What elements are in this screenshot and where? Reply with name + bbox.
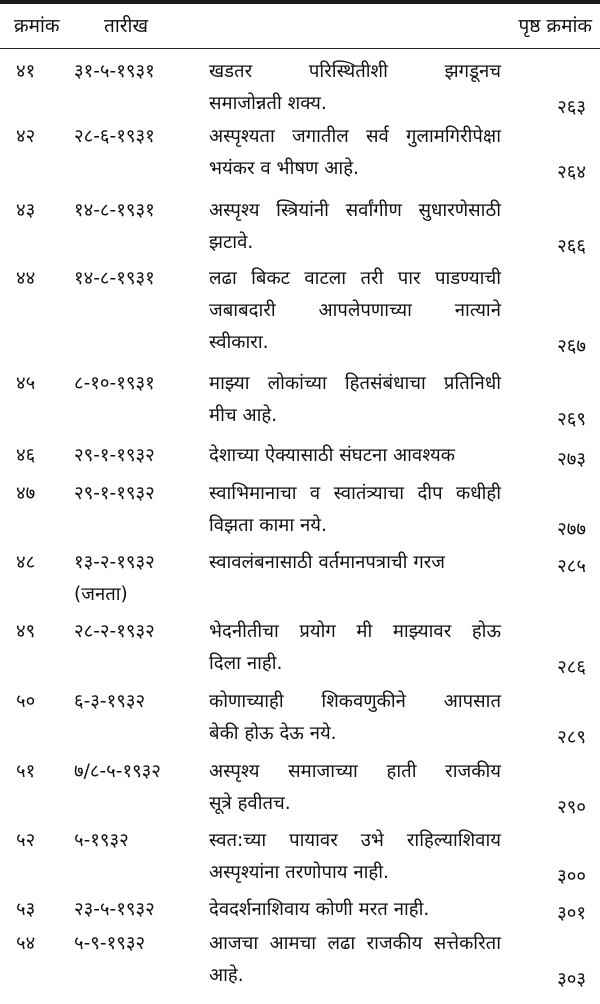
entry-title-line: झटावे. <box>209 232 254 253</box>
entry-title <box>209 616 501 680</box>
entry-title <box>209 478 501 542</box>
top-border <box>0 0 600 4</box>
entry-date: २८-२-१९३२ <box>74 621 155 642</box>
entry-date: ६-३-१९३२ <box>74 691 146 712</box>
entry-date: १३-२-१९३२ <box>74 552 155 573</box>
entry-title-line: अस्पृश्य समाजाच्या हाती राजकीय <box>209 761 501 782</box>
entry-page-number: ३०१ <box>557 903 586 924</box>
entry-title <box>209 756 501 820</box>
entry-number: ४५ <box>16 373 36 394</box>
header-rule <box>0 48 600 49</box>
entry-page-number: २९० <box>557 797 586 818</box>
entry-title-line: खडतर परिस्थितीशी झगडूनच <box>209 61 501 82</box>
entry-date: १४-८-१९३१ <box>74 268 155 289</box>
entry-title-line: आजचा आमचा लढा राजकीय सत्तेकरिता <box>209 933 501 954</box>
entry-title-line: भयंकर व भीषण आहे. <box>209 158 359 179</box>
entry-title <box>209 440 501 472</box>
entry-title-line: स्वावलंबनासाठी वर्तमानपत्राची गरज <box>209 552 446 573</box>
entry-title-line: विझता कामा नये. <box>209 515 327 536</box>
entry-number: ४३ <box>16 200 36 221</box>
entry-date: २८-६-१९३१ <box>74 126 155 147</box>
entry-date: १४-८-१९३१ <box>74 200 155 221</box>
entry-title <box>209 686 501 750</box>
entry-title-line: माझ्या लोकांच्या हितसंबंधाचा प्रतिनिधी <box>209 373 501 394</box>
entry-title-line: कोणाच्याही शिकवणुकीने आपसात <box>209 691 501 712</box>
entry-number: ४४ <box>16 268 36 289</box>
entry-title-line: बेकी होऊ देऊ नये. <box>209 723 337 744</box>
entry-date: ५-१९३२ <box>74 830 129 851</box>
entry-date-note: (जनता) <box>74 584 128 605</box>
header-date: तारीख <box>104 15 148 37</box>
entry-title-line: स्वत:च्या पायावर उभे राहिल्याशिवाय <box>209 830 501 851</box>
entry-date: २९-१-१९३२ <box>74 445 155 466</box>
entry-page-number: २६३ <box>557 97 586 118</box>
entry-title <box>209 894 501 926</box>
entry-title <box>209 368 501 432</box>
entry-page-number: २६९ <box>557 409 586 430</box>
entry-page-number: २६४ <box>557 162 586 183</box>
entry-number: ४७ <box>16 483 36 504</box>
header-page-number: पृष्ठ क्रमांक <box>518 15 592 37</box>
entry-title-line: जबाबदारी आपलेपणाच्या नात्याने <box>209 300 501 321</box>
entry-date: २९-१-१९३२ <box>74 483 155 504</box>
entry-title-line: समाजोन्नती शक्य. <box>209 93 327 114</box>
entry-number: ४२ <box>16 126 36 147</box>
entry-number: ४९ <box>16 621 36 642</box>
entry-date: ३१-५-१९३१ <box>74 61 155 82</box>
entry-date: २३-५-१९३२ <box>74 899 155 920</box>
entry-title-line: देशाच्या ऐक्यासाठी संघटना आवश्यक <box>209 445 455 466</box>
entry-title-line: स्वाभिमानाचा व स्वातंत्र्याचा दीप कधीही <box>209 483 501 504</box>
entry-page-number: ३०० <box>557 866 586 887</box>
entry-number: ५२ <box>16 830 36 851</box>
entry-title <box>209 928 501 992</box>
entry-title-line: अस्पृश्य स्त्रियांनी सर्वांगीण सुधारणेसाठी <box>209 200 501 221</box>
entry-page-number: २६७ <box>557 336 586 357</box>
entry-title-line: अस्पृश्यता जगातील सर्व गुलामगिरीपेक्षा <box>209 126 501 147</box>
entry-date: ८-१०-१९३१ <box>74 373 155 394</box>
entry-title <box>209 825 501 889</box>
entry-title <box>209 195 501 259</box>
entry-title <box>209 56 501 120</box>
entry-title-line: सूत्रे हवीतच. <box>209 793 291 814</box>
entry-number: ५१ <box>16 761 36 782</box>
entry-page-number: २८९ <box>557 727 586 748</box>
entry-title <box>209 547 501 579</box>
entry-title-line: देवदर्शनाशिवाय कोणी मरत नाही. <box>209 899 430 920</box>
entry-title <box>209 121 501 185</box>
entry-title <box>209 263 501 359</box>
entry-date: ५-९-१९३२ <box>74 933 146 954</box>
entry-page-number: ३०३ <box>557 969 586 990</box>
entry-number: ५३ <box>16 899 36 920</box>
entry-number: ४८ <box>16 552 36 573</box>
header-number: क्रमांक <box>14 15 60 37</box>
entry-number: ५४ <box>16 933 36 954</box>
entry-page-number: २६६ <box>557 236 586 257</box>
entry-page-number: २८६ <box>557 657 586 678</box>
entry-title-line: स्वीकारा. <box>209 332 269 353</box>
entry-title-line: दिला नाही. <box>209 653 283 674</box>
entry-title-line: भेदनीतीचा प्रयोग मी माझ्यावर होऊ <box>209 621 501 642</box>
table-header <box>0 12 600 44</box>
entry-number: ५० <box>16 691 36 712</box>
entry-page-number: २७७ <box>557 519 586 540</box>
entry-page-number: २८५ <box>557 556 586 577</box>
entry-title-line: आहे. <box>209 965 244 986</box>
entry-page-number: २७३ <box>557 449 586 470</box>
entry-number: ४६ <box>16 445 36 466</box>
entry-title-line: अस्पृश्यांना तरणोपाय नाही. <box>209 862 389 883</box>
entry-date: ७/८-५-१९३२ <box>74 761 161 782</box>
entry-title-line: लढा बिकट वाटला तरी पार पाडण्याची <box>209 268 501 289</box>
entry-number: ४१ <box>16 61 36 82</box>
entry-title-line: मीच आहे. <box>209 405 278 426</box>
